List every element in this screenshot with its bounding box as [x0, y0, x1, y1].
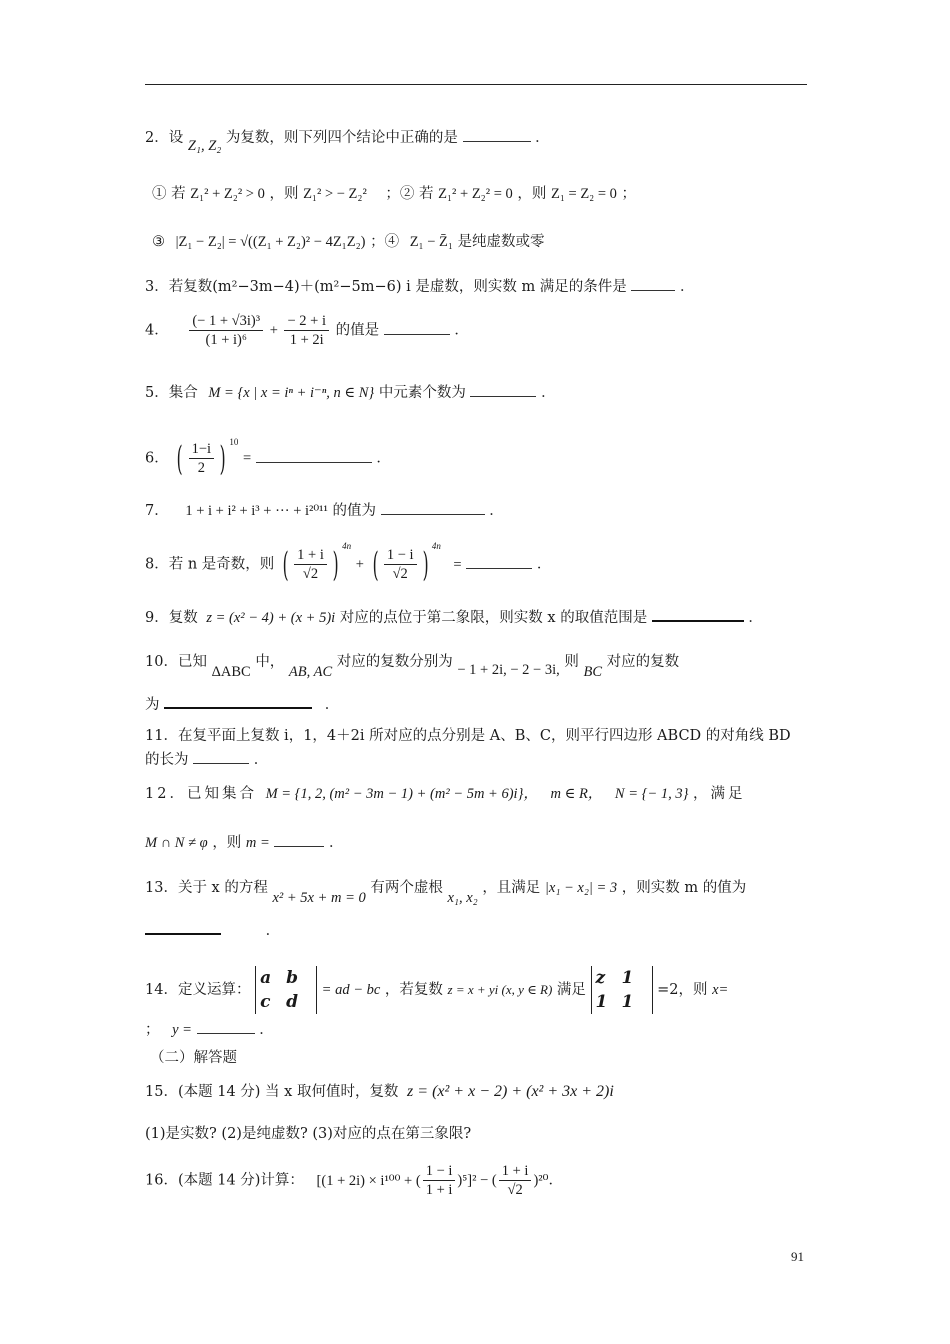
q4-text: 的值是 — [335, 322, 380, 339]
q14-blank[interactable] — [197, 1021, 255, 1034]
q16-fraction-1 — [423, 1162, 456, 1199]
q8-paren-1r: ) — [332, 544, 339, 585]
q5-blank[interactable] — [470, 384, 536, 397]
q13-end: ． — [265, 923, 281, 939]
q4-number: 4． — [145, 322, 169, 339]
q10-values: − 1 + 2i, − 2 − 3i, — [457, 662, 560, 678]
q8-end: ． — [536, 556, 552, 573]
q4-blank[interactable] — [384, 322, 450, 335]
q7-number: 7． — [145, 503, 169, 519]
q6-blank[interactable] — [256, 450, 372, 463]
q14-text3: 满足 — [556, 982, 586, 998]
q12-set-m: M = {1, 2, (m² − 3m − 1) + (m² − 5m + 6)i}， — [265, 786, 538, 802]
q16-num-1: 1 − i — [423, 1162, 456, 1181]
q8-den-2: √2 — [392, 566, 408, 582]
q12-text2: ，则 — [212, 835, 242, 851]
q5-text2: 中元素个数为 — [378, 385, 466, 401]
q16-text: 16．(本题 14 分)计算： — [145, 1172, 304, 1189]
q12-blank[interactable] — [274, 834, 324, 847]
q16-den-2: √2 — [507, 1182, 523, 1198]
q14-cell-c: c — [260, 992, 271, 1012]
q14-det-bar-right — [316, 966, 317, 1014]
q14-result: = ad − bc — [321, 982, 381, 998]
q13-text4: ，则实数 m 的值为 — [621, 880, 747, 896]
q6-paren-right: ) — [219, 438, 226, 479]
q4-num-2: − 2 + i — [284, 312, 329, 331]
q8-text: 8．若 n 是奇数，则 — [145, 556, 275, 573]
q8-equals: = — [453, 556, 462, 573]
q8-blank[interactable] — [466, 556, 532, 569]
q2-opt4-label: ；④ — [370, 234, 400, 250]
section-heading: （二）解答题 — [150, 1050, 237, 1066]
q2-blank[interactable] — [463, 129, 531, 142]
q8-paren-2r: ) — [422, 544, 429, 585]
q10-bc: BC — [583, 664, 603, 680]
question-15-sub: (1)是实数? (2)是纯虚数? (3)对应的点在第三象限? — [145, 1126, 472, 1142]
q2-opt1-cond: Z₁² + Z₂² > 0 — [190, 186, 265, 202]
q2-number: 2．设 — [145, 130, 184, 146]
page-number: 91 — [791, 1249, 804, 1264]
q10-text6: 为 — [145, 697, 160, 713]
q2-opt4-expr: Z₁ − Z̄₁ — [409, 234, 453, 250]
q13-text2: 有两个虚根 — [370, 880, 443, 896]
q6-num: 1−i — [189, 440, 214, 459]
q9-text: 9．复数 — [145, 610, 198, 626]
q6-power: 10 — [229, 436, 239, 447]
q7-end: ． — [489, 503, 504, 519]
q13-roots: x₁, x₂ — [447, 890, 478, 906]
q14-z-bar-right — [652, 966, 653, 1014]
q7-text: 的值为 — [332, 503, 376, 519]
q9-expr: z = (x² − 4) + (x + 5)i — [206, 610, 336, 626]
q8-fraction-2 — [384, 546, 417, 583]
q9-end: ． — [748, 610, 763, 626]
q2-opt2-cond: Z₁² + Z₂² = 0 — [438, 186, 513, 202]
q16-den-1: 1 + i — [425, 1182, 453, 1198]
question-10-line2 — [145, 695, 339, 715]
q2-opt4-text: 是纯虚数或零 — [457, 234, 545, 250]
question-13-line2 — [145, 921, 280, 941]
q10-text: 10．已知 — [145, 654, 207, 670]
q2-opt2-then: ，则 — [517, 186, 547, 202]
q8-power-2: 4n — [431, 540, 441, 551]
q4-end: ． — [454, 322, 469, 339]
q13-text3: ，且满足 — [482, 880, 541, 896]
q5-text: 5．集合 — [145, 385, 198, 401]
q10-text4: 则 — [564, 654, 579, 670]
q12-tail: ，满足 — [692, 786, 746, 802]
question-9 — [145, 608, 763, 628]
q12-condition: M ∩ N ≠ φ — [145, 835, 208, 851]
q11-blank[interactable] — [193, 751, 249, 764]
q16-part-c: )²⁰． — [533, 1172, 563, 1189]
q10-text5: 对应的复数 — [606, 654, 680, 670]
q14-text: 14．定义运算： — [145, 982, 251, 998]
q12-m-in-r: m ∈ R， — [550, 786, 603, 802]
q8-fraction-1 — [294, 546, 327, 583]
q5-expr: M = {x | x = iⁿ + i⁻ⁿ, n ∈ N} — [208, 385, 375, 401]
q3-blank[interactable] — [631, 278, 675, 291]
question-3 — [145, 277, 695, 297]
q2-options-row2 — [152, 232, 545, 252]
q13-blank[interactable] — [145, 921, 221, 935]
q10-text3: 对应的复数分别为 — [336, 654, 453, 670]
q14-cell-d: d — [286, 992, 298, 1012]
q10-triangle: ΔABC — [211, 664, 251, 680]
q2-opt1-result: Z₁² > − Z₂² — [303, 186, 367, 202]
q14-z-cell-1a: 1 — [621, 968, 634, 988]
q2-opt3-expr: |Z₁ − Z₂| = √((Z₁ + Z₂)² − 4Z₁Z₂) — [175, 234, 366, 250]
question-14 — [145, 966, 728, 1014]
question-6 — [145, 436, 391, 479]
q6-end: ． — [376, 450, 391, 467]
q14-z-cell-1c: 1 — [621, 992, 634, 1012]
q2-text: 为复数，则下列四个结论中正确的是 — [225, 130, 458, 146]
q13-text: 13．关于 x 的方程 — [145, 880, 268, 896]
question-10 — [145, 652, 680, 680]
question-5 — [145, 383, 556, 403]
q16-num-2: 1 + i — [499, 1162, 532, 1181]
q3-end: ． — [680, 279, 695, 295]
q16-part-b: )⁵]² − ( — [457, 1172, 497, 1189]
question-16 — [145, 1162, 563, 1199]
q14-end: ． — [259, 1022, 274, 1038]
q4-plus: + — [269, 322, 278, 339]
q15-expr: z = (x² + x − 2) + (x² + 3x + 2)i — [407, 1083, 614, 1100]
q9-blank[interactable] — [652, 608, 744, 622]
q12-set-n: N = {− 1, 3} — [614, 786, 689, 802]
q14-z-def: z = x + yi (x, y ∈ R) — [447, 982, 553, 997]
q9-text2: 对应的点位于第二象限，则实数 x 的取值范围是 — [339, 610, 648, 626]
q7-blank[interactable] — [381, 502, 485, 515]
q8-den-1: √2 — [302, 566, 319, 582]
q8-plus: + — [355, 556, 364, 573]
q6-number: 6． — [145, 450, 169, 467]
q2-options-row1 — [152, 184, 636, 204]
q2-end: ． — [535, 130, 550, 146]
header-rule — [145, 84, 807, 85]
q13-condition: |x₁ − x₂| = 3 — [544, 880, 618, 896]
q12-end: ． — [329, 835, 344, 851]
question-7 — [145, 501, 504, 521]
q14-z-cell-1b: 1 — [595, 992, 608, 1012]
q8-paren-1l: ( — [282, 544, 289, 585]
q10-vectors: AB, AC — [288, 664, 333, 680]
q14-determinant-def — [255, 966, 317, 1014]
q11-line1: 11．在复平面上复数 i，1，4＋2i 所对应的点分别是 A、B、C，则平行四边形 ABCD 的对角线 BD — [145, 728, 791, 744]
question-4 — [145, 312, 469, 349]
q2-opt3-label: ③ — [152, 234, 165, 250]
q2-opt2-end: ； — [621, 186, 637, 202]
q2-opt2-result: Z₁ = Z₂ = 0 — [550, 186, 617, 202]
q2-vars: Z₁, Z₂ — [187, 138, 222, 154]
q8-paren-2l: ( — [372, 544, 379, 585]
q4-fraction-1 — [189, 312, 263, 349]
q4-fraction-2 — [284, 312, 329, 349]
q10-blank[interactable] — [164, 695, 312, 709]
q14-semicolon: ； — [145, 1022, 160, 1038]
q3-text: 3．若复数(m²−3m−4)＋(m²−5m−6) i 是虚数，则实数 m 满足的条件是 — [145, 279, 627, 295]
q6-paren-left: ( — [176, 438, 183, 479]
question-12-line2 — [145, 833, 344, 853]
q5-end: ． — [541, 385, 556, 401]
q14-det-grid — [256, 968, 316, 1012]
q14-text2: ，若复数 — [384, 982, 443, 998]
q6-den: 2 — [197, 460, 205, 476]
q14-x-equals: x= — [712, 982, 729, 998]
q14-y-equals: y = — [172, 1022, 192, 1038]
question-2 — [145, 128, 550, 154]
q4-den-1: (1 + i)⁶ — [205, 332, 247, 348]
question-13 — [145, 878, 747, 906]
q2-opt2-label: ；② 若 — [385, 186, 434, 202]
question-15 — [145, 1082, 614, 1102]
q12-m-equals: m = — [245, 835, 270, 851]
q14-z-cell-z: z — [595, 968, 606, 988]
q14-determinant-z — [591, 966, 653, 1014]
q8-power-1: 4n — [342, 540, 352, 551]
question-14-line2 — [145, 1020, 274, 1040]
q16-fraction-2 — [499, 1162, 532, 1199]
q14-cell-b: b — [286, 968, 298, 988]
q6-equals: = — [242, 450, 252, 467]
q7-expr: 1 + i + i² + i³ + ··· + i²⁰¹¹ — [185, 503, 328, 519]
q12-text: 12．已知集合 — [145, 786, 257, 802]
q10-text2: 中， — [255, 654, 285, 670]
q11-end: ． — [253, 752, 269, 768]
q8-num-1: 1 + i — [294, 546, 327, 565]
q10-end: ． — [324, 697, 340, 713]
question-11 — [145, 726, 791, 746]
question-8 — [145, 540, 552, 585]
q2-opt1-then: ，则 — [269, 186, 299, 202]
q14-equals-text: =2，则 — [657, 982, 708, 998]
q2-opt1-label: ① 若 — [152, 186, 186, 202]
q14-cell-a: a — [260, 968, 272, 988]
question-12 — [145, 784, 745, 804]
q4-num-1: (− 1 + √3i)³ — [189, 312, 263, 331]
q6-fraction — [189, 440, 214, 477]
q13-equation: x² + 5x + m = 0 — [272, 890, 366, 906]
q15-text: 15．(本题 14 分) 当 x 取何值时，复数 — [145, 1084, 399, 1100]
q11-line2: 的长为 — [145, 752, 189, 768]
question-11-line2 — [145, 750, 268, 770]
q16-part-a: [(1 + 2i) × i¹⁰⁰ + ( — [316, 1172, 421, 1189]
q14-z-grid — [592, 968, 652, 1012]
q4-den-2: 1 + 2i — [289, 332, 324, 348]
q8-num-2: 1 − i — [384, 546, 417, 565]
